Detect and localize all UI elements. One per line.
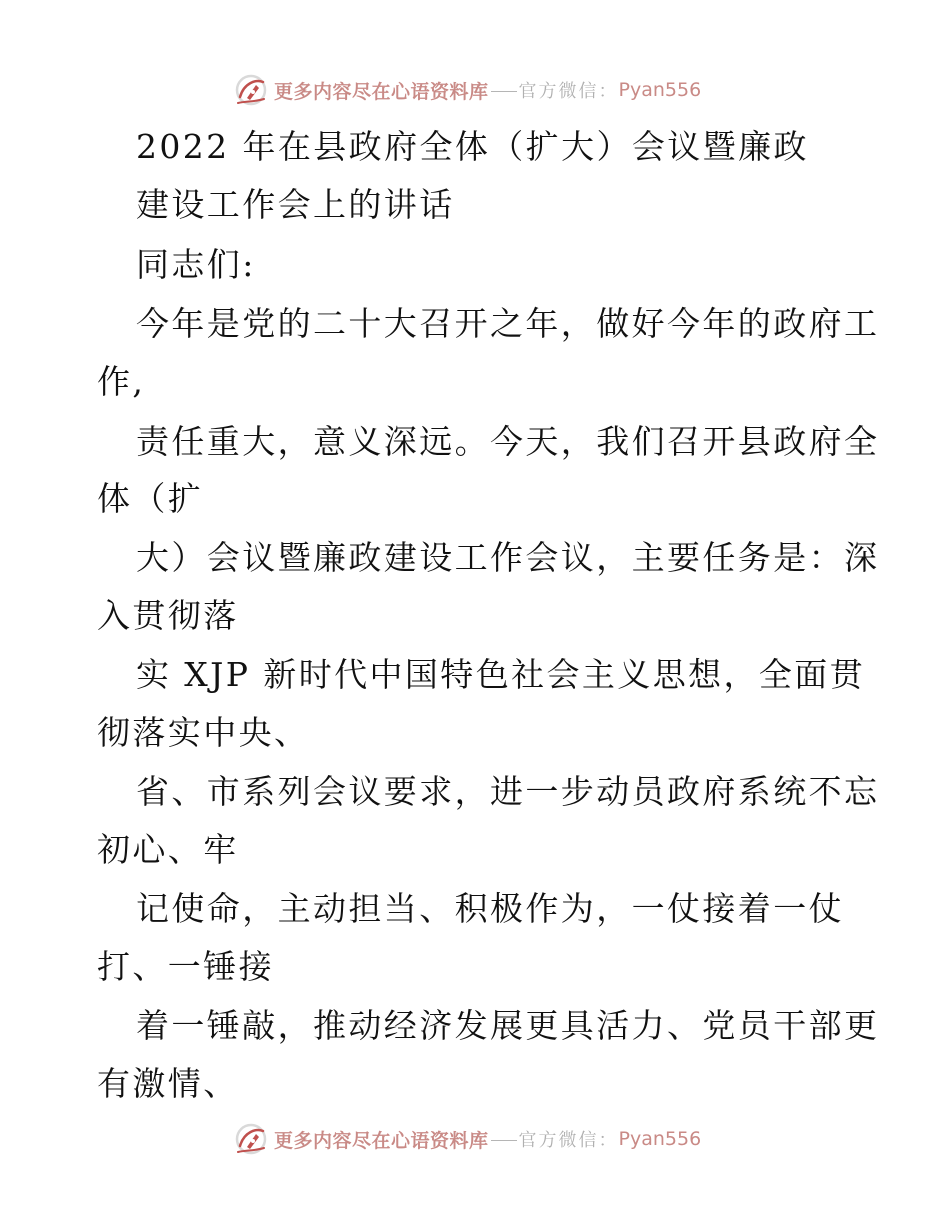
body-line: 责任重大，意义深远。今天，我们召开县政府全: [136, 422, 880, 461]
watermark-handle: Pyan556: [618, 1128, 702, 1150]
body-line: 打、一锤接: [97, 947, 274, 986]
body-line: 记使命，主动担当、积极作为，一仗接着一仗: [136, 889, 844, 928]
watermark-site-name: 更多内容尽在心语资料库: [274, 80, 489, 103]
body-line: 大）会议暨廉政建设工作会议，主要任务是：深: [136, 538, 880, 577]
document-title-line-1: 2022 年在县政府全体（扩大）会议暨廉政: [136, 127, 809, 166]
watermark-handle: Pyan556: [618, 79, 702, 101]
greeting: 同志们:: [136, 245, 256, 284]
body-line: 省、市系列会议要求，进一步动员政府系统不忘: [136, 772, 880, 811]
body-line: 体（扩: [97, 479, 204, 518]
watermark-site-name: 更多内容尽在心语资料库: [274, 1129, 489, 1152]
body-line: 实 XJP 新时代中国特色社会主义思想，全面贯: [136, 655, 866, 694]
body-line: 初心、牢: [97, 830, 239, 869]
pen-nib-swirl-icon: [234, 73, 268, 107]
watermark-dash: [491, 91, 517, 92]
watermark-official-label: 官方微信：: [518, 81, 619, 102]
body-line: 入贯彻落: [97, 596, 239, 635]
body-line: 今年是党的二十大召开之年，做好今年的政府工: [136, 304, 880, 343]
watermark-dash: [491, 1140, 517, 1141]
body-line: 有激情、: [97, 1064, 239, 1103]
header-watermark-banner: [234, 72, 701, 108]
body-line: 着一锤敲，推动经济发展更具活力、党员干部更: [136, 1006, 880, 1045]
document-title-line-2: 建设工作会上的讲话: [136, 185, 455, 224]
watermark-official-label: 官方微信：: [518, 1130, 619, 1151]
body-line: 彻落实中央、: [97, 713, 310, 752]
body-line: 作,: [97, 362, 146, 401]
pen-nib-swirl-icon: [234, 1122, 268, 1156]
footer-watermark-banner: [234, 1121, 701, 1157]
